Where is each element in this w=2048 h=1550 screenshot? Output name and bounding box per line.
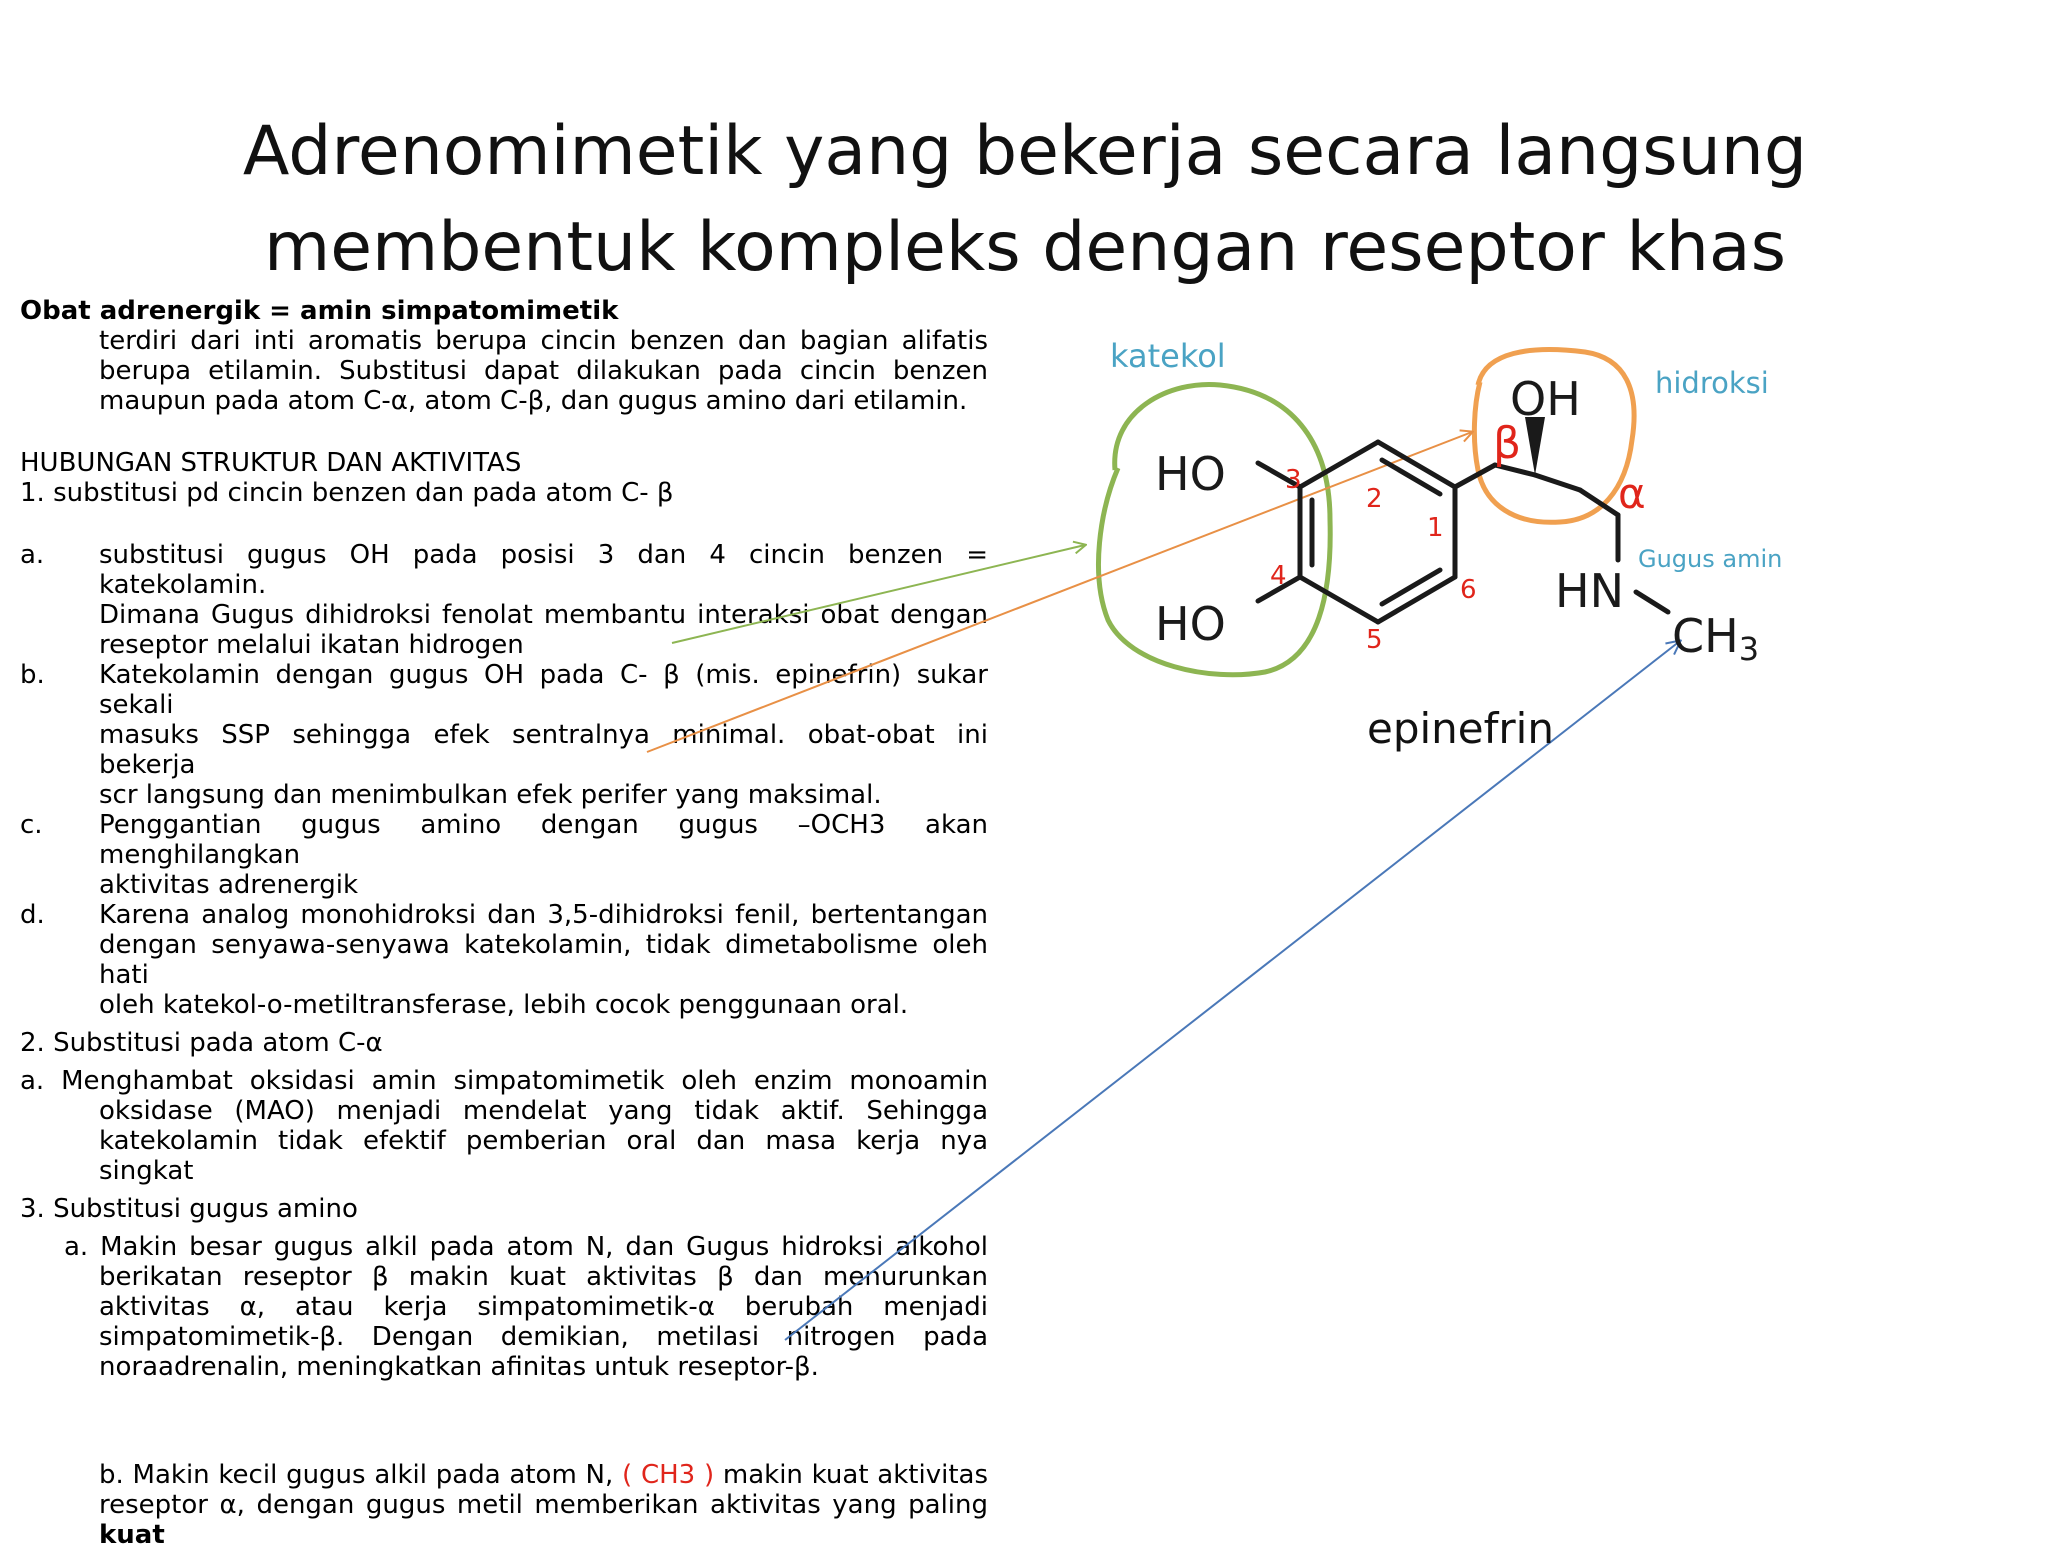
position-3: 3 [1285,465,1302,495]
section-1-heading: 1. substitusi pd cincin benzen dan pada atom C- β [20,478,674,508]
list-line: simpatomimetik-β. Dengan demikian, metilasi nitrogen pada [99,1322,988,1352]
list-line: scr langsung dan menimbulkan efek perifer yang maksimal. [99,780,882,810]
list-marker: d. [20,900,45,930]
atom-ho-bottom: HO [1155,597,1226,651]
list-line: kuat [99,1520,165,1550]
position-2: 2 [1366,484,1383,514]
list-marker: a. [20,540,45,570]
intro-line: terdiri dari inti aromatis berupa cincin benzen dan bagian alifatis [99,326,988,356]
list-line: Karena analog monohidroksi dan 3,5-dihidroksi fenil, bertentangan [99,900,988,930]
list-line: oleh katekol-o-metiltransferase, lebih cocok penggunaan oral. [99,990,909,1020]
title-line-2: membentuk kompleks dengan reseptor khas [263,208,1787,287]
atom-ch3 [1672,609,1759,668]
list-line: Dimana Gugus dihidroksi fenolat membantu interaksi obat dengan [99,600,988,630]
list-line: berikatan reseptor β makin kuat aktivitas β dan menurunkan [99,1262,988,1292]
intro-line: berupa etilamin. Substitusi dapat dilakukan pada cincin benzen [99,356,988,386]
list-line: substitusi gugus OH pada posisi 3 dan 4 cincin benzen = katekolamin. [99,540,988,600]
section-2-heading: 2. Substitusi pada atom C-α [20,1028,383,1058]
line-text: b. Makin kecil gugus alkil pada atom N, [99,1460,623,1490]
intro-line: maupun pada atom C-α, atom C-β, dan gugus amino dari etilamin. [99,386,968,416]
list-line: aktivitas α, atau kerja simpatomimetik-α berubah menjadi [99,1292,988,1322]
orange-arrow [647,432,1472,752]
katekol-label: katekol [1110,337,1226,375]
list-line: aktivitas adrenergik [99,870,358,900]
list-line: dengan senyawa-senyawa katekolamin, tidak dimetabolisme oleh hati [99,930,988,990]
list-line: a. Menghambat oksidasi amin simpatomimetik oleh enzim monoamin [20,1066,988,1096]
list-line: katekolamin tidak efektif pemberian oral dan masa kerja nya singkat [99,1126,988,1186]
section-3-heading: 3. Substitusi gugus amino [20,1194,358,1224]
title-line-1: Adrenomimetik yang bekerja secara langsung [242,112,1808,191]
list-line: Penggantian gugus amino dengan gugus –OCH3 akan menghilangkan [99,810,988,870]
line-text: makin kuat aktivitas [714,1460,988,1490]
atom-ch-sub: 3 [1738,630,1760,668]
list-marker: c. [20,810,43,840]
intro-heading: Obat adrenergik = amin simpatomimetik [20,296,619,326]
atom-ho-top: HO [1155,447,1226,501]
beta-label: β [1493,418,1522,469]
hidroksi-label: hidroksi [1655,366,1769,400]
alpha-label: α [1618,469,1646,518]
atom-oh: OH [1510,372,1581,426]
list-line: reseptor α, dengan gugus metil memberikan aktivitas yang paling [99,1490,988,1520]
atom-hn: HN [1555,564,1624,618]
section-heading: HUBUNGAN STRUKTUR DAN AKTIVITAS [20,448,522,478]
compound-name: epinefrin [1367,704,1554,753]
ch3-highlight: ( CH3 ) [622,1460,715,1490]
list-line: Katekolamin dengan gugus OH pada C- β (mis. epinefrin) sukar sekali [99,660,988,720]
list-line: reseptor melalui ikatan hidrogen [99,630,524,660]
position-4: 4 [1270,561,1287,591]
green-arrow [672,545,1085,643]
position-5: 5 [1366,625,1383,655]
position-6: 6 [1460,575,1477,605]
list-marker: b. [20,660,45,690]
list-line: a. Makin besar gugus alkil pada atom N, dan Gugus hidroksi alkohol [64,1232,988,1262]
list-line: oksidase (MAO) menjadi mendelat yang tidak aktif. Sehingga [99,1096,988,1126]
list-line: masuks SSP sehingga efek sentralnya minimal. obat-obat ini bekerja [99,720,988,780]
list-line: noraadrenalin, meningkatkan afinitas untuk reseptor-β. [99,1352,819,1382]
atom-ch: CH [1672,609,1739,663]
position-1: 1 [1427,513,1444,543]
gugus-amin-label: Gugus amin [1638,545,1783,573]
